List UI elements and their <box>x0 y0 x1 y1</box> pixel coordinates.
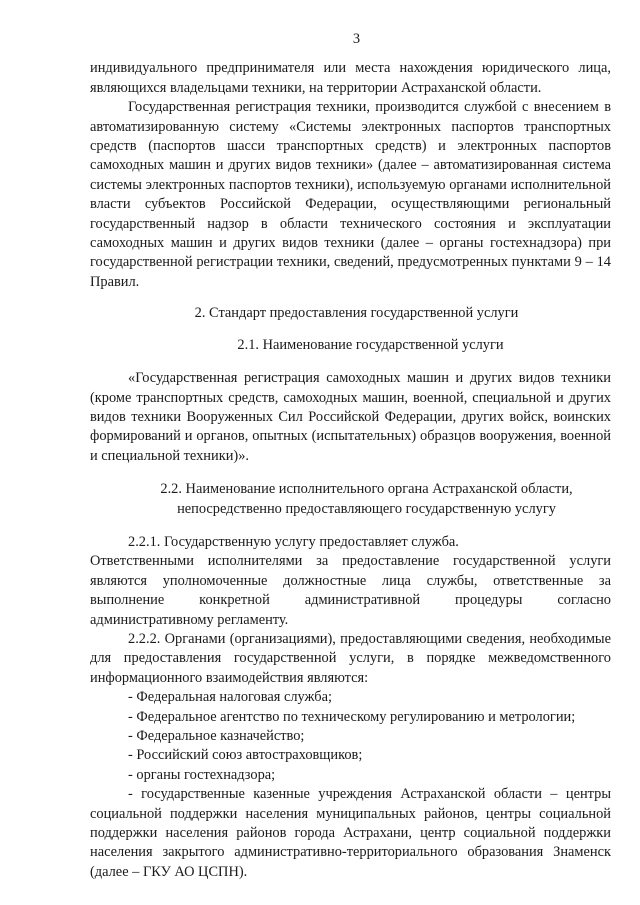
paragraph-continuation: индивидуального предпринимателя или места нахождения юридического лица, являющихся владельцами техники, на территории Астраханской области. <box>90 60 611 96</box>
list-item: - органы гостехнадзора; <box>128 766 276 783</box>
agency-list <box>90 688 611 785</box>
subsection-heading-2-2-line2: непосредственно предоставляющего государственную услугу <box>177 500 556 517</box>
service-name-quote: «Государственная регистрация самоходных машин и других видов техники (кроме транспортных средств, самоходных машин, военной, специальной и других видов техники Вооруженных Сил Российской Федерации, других войск, воинских формирований и органов, опытных (испытательных) образцов вооружения, военной и специальной техники)». <box>90 370 611 464</box>
section-heading-2: 2. Стандарт предоставления государственной услуги <box>194 305 519 322</box>
list-item: - Федеральная налоговая служба; <box>128 689 332 706</box>
page-number: 3 <box>352 31 361 47</box>
list-item: - Федеральное агентство по техническому регулированию и метрологии; <box>128 708 576 725</box>
list-item: - Федеральное казначейство; <box>128 728 305 744</box>
paragraph-responsible: Ответственными исполнителями за предоставление государственной услуги являются уполномоченные должностные лица службы, ответственные за выполнение конкретной административной процедуры согласно административному регламенту. <box>90 553 611 628</box>
subsection-heading-2-2-line1: 2.2. Наименование исполнительного органа Астраханской области, <box>160 481 573 498</box>
paragraph-2-2-2: 2.2.2. Органами (организациями), предоставляющими сведения, необходимые для предоставления государственной услуги, в порядке межведомственного информационного взаимодействия являются: <box>90 630 611 686</box>
list-item-last: - государственные казенные учреждения Астраханской области – центры социальной поддержки населения муниципальных районов, центры социальной поддержки населения районов города Астрахани, центр социальной поддержки населения закрытого административно-территориального образования Знаменск (далее – ГКУ АО ЦСПН). <box>90 786 611 880</box>
paragraph-2-2-1: 2.2.1. Государственную услугу предоставляет служба. <box>128 533 459 550</box>
subsection-heading-2-1: 2.1. Наименование государственной услуги <box>237 336 504 353</box>
document-page <box>90 30 611 882</box>
list-item: - Российский союз автостраховщиков; <box>128 747 363 764</box>
paragraph-registration: Государственная регистрация техники, производится службой с внесением в автоматизированную систему «Системы электронных паспортов транспортных средств (паспортов шасси транспортных средств) и электронных паспортов самоходных машин и других видов техники» (далее – автоматизированная система системы электронных паспортов техники), используемую органами исполнительной власти субъектов Российской Федерации, осуществляющими региональный государственный надзор в области технического состояния и эксплуатации самоходных машин и других видов техники (далее – органы гостехнадзора) при государственной регистрации техники, сведений, предусмотренных пунктами 9 – 14 Правил. <box>90 99 611 290</box>
subsection-heading-2-2 <box>122 480 611 519</box>
